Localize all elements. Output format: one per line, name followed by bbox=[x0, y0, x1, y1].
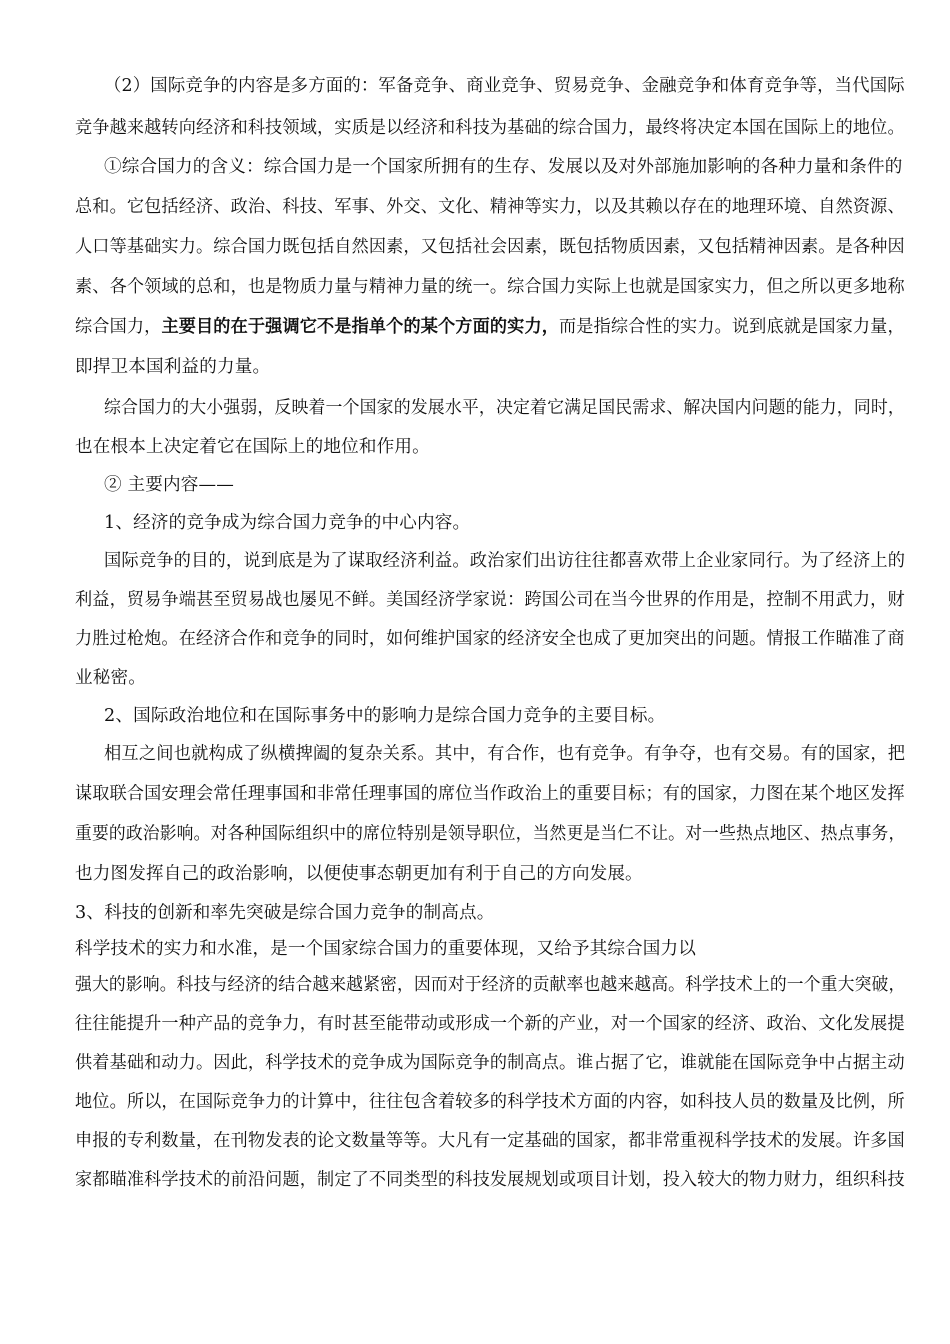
paragraph-line: 相互之间也就构成了纵横捭阖的复杂关系。其中，有合作，也有竞争。有争夺，也有交易。有的国家，把 bbox=[104, 744, 906, 764]
paragraph-line: 重要的政治影响。对各种国际组织中的席位特别是领导职位，当然更是当仁不让。对一些热点地区、热点事务， bbox=[75, 824, 906, 844]
paragraph-line: 综合国力的大小强弱，反映着一个国家的发展水平，决定着它满足国民需求、解决国内问题的能力，同时， bbox=[104, 398, 905, 418]
subheading: 3、科技的创新和率先突破是综合国力竞争的制高点。 bbox=[75, 903, 495, 923]
paragraph-line: 强大的影响。科技与经济的结合越来越紧密，因而对于经济的贡献率也越来越高。科学技术上的一个重大突破， bbox=[75, 975, 906, 995]
paragraph-line: 谋取联合国安理会常任理事国和非常任理事国的席位当作政治上的重要目标；有的国家，力图在某个地区发挥 bbox=[75, 784, 905, 804]
text-run: 而是指综合性的实力。说到底就是国家力量， bbox=[559, 317, 905, 337]
paragraph-line: 也力图发挥自己的政治影响，以便使事态朝更加有利于自己的方向发展。 bbox=[75, 864, 643, 884]
subheading: 2、国际政治地位和在国际事务中的影响力是综合国力竞争的主要目标。 bbox=[104, 706, 666, 726]
text-run: 综合国力， bbox=[75, 317, 162, 337]
paragraph-line: 国际竞争的目的，说到底是为了谋取经济利益。政治家们出访往往都喜欢带上企业家同行。为了经济上的 bbox=[104, 551, 906, 571]
paragraph-line bbox=[75, 316, 905, 338]
paragraph-line: ①综合国力的含义：综合国力是一个国家所拥有的生存、发展以及对外部施加影响的各种力量和条件的 bbox=[104, 157, 903, 177]
paragraph-line: 利益，贸易争端甚至贸易战也屡见不鲜。美国经济学家说：跨国公司在当今世界的作用是，控制不用武力，财 bbox=[75, 590, 905, 610]
paragraph-line: 往往能提升一种产品的竞争力，有时甚至能带动或形成一个新的产业，对一个国家的经济、政治、文化发展提 bbox=[75, 1014, 905, 1034]
paragraph-line: 总和。它包括经济、政治、科技、军事、外交、文化、精神等实力，以及其赖以存在的地理环境、自然资源、 bbox=[75, 197, 905, 217]
paragraph-line: 即捍卫本国利益的力量。 bbox=[75, 357, 271, 377]
paragraph-line: 也在根本上决定着它在国际上的地位和作用。 bbox=[75, 437, 430, 457]
bold-emphasis: 主要目的在于强调它不是指单个的某个方面的实力， bbox=[161, 316, 560, 337]
paragraph-line: 竞争越来越转向经济和科技领域，实质是以经济和科技为基础的综合国力，最终将决定本国在国际上的地位。 bbox=[75, 118, 905, 138]
paragraph-line: 力胜过枪炮。在经济合作和竞争的同时，如何维护国家的经济安全也成了更加突出的问题。情报工作瞄准了商 bbox=[75, 629, 905, 649]
paragraph-line: 申报的专利数量，在刊物发表的论文数量等等。大凡有一定基础的国家，都非常重视科学技术的发展。许多国 bbox=[75, 1131, 905, 1151]
paragraph-line: 地位。所以，在国际竞争力的计算中，往往包含着较多的科学技术方面的内容，如科技人员的数量及比例，所 bbox=[75, 1092, 905, 1112]
subheading: 1、经济的竞争成为综合国力竞争的中心内容。 bbox=[104, 513, 471, 533]
section-heading: ② 主要内容—— bbox=[104, 475, 234, 495]
paragraph-line: 人口等基础实力。综合国力既包括自然因素，又包括社会因素，既包括物质因素，又包括精神因素。是各种因 bbox=[75, 237, 905, 257]
paragraph-line: 家都瞄准科学技术的前沿问题，制定了不同类型的科技发展规划或项目计划，投入较大的物力财力，组织科技 bbox=[75, 1170, 905, 1190]
paragraph-line: 业秘密。 bbox=[75, 668, 146, 688]
paragraph-line: 素、各个领域的总和，也是物质力量与精神力量的统一。综合国力实际上也就是国家实力，但之所以更多地称 bbox=[75, 277, 905, 297]
paragraph-line: （2）国际竞争的内容是多方面的：军备竞争、商业竞争、贸易竞争、金融竞争和体育竞争等，当代国际 bbox=[104, 76, 905, 96]
paragraph-line: 科学技术的实力和水准，是一个国家综合国力的重要体现，又给予其综合国力以 bbox=[75, 939, 697, 959]
paragraph-line: 供着基础和动力。因此，科学技术的竞争成为国际竞争的制高点。谁占据了它，谁就能在国际竞争中占据主动 bbox=[75, 1053, 905, 1073]
